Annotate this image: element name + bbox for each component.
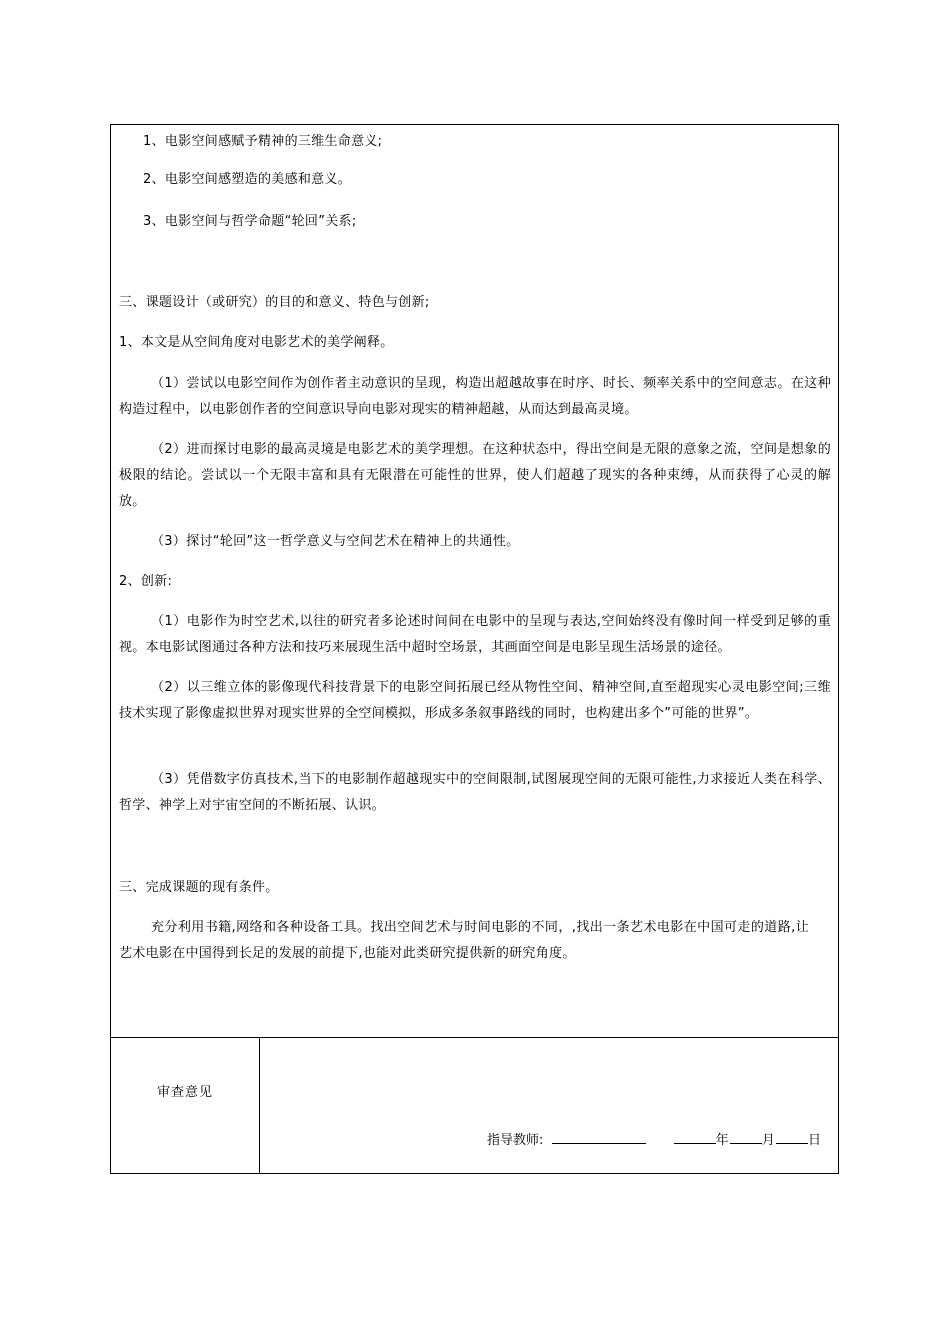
day-label: 日 (807, 1133, 821, 1148)
purpose-sub1-title: 1、本文是从空间角度对电影艺术的美学阐释。 (119, 335, 394, 350)
proposal-form-frame (110, 124, 839, 1174)
list-item-1: 1、电影空间感赋予精神的三维生命意义; (143, 134, 383, 149)
year-label: 年 (715, 1133, 729, 1148)
month-blank[interactable] (730, 1127, 762, 1144)
teacher-signature-blank[interactable] (552, 1127, 646, 1144)
purpose-paragraph-3: （3）探讨“轮回”这一哲学意义与空间艺术在精神上的共通性。 (151, 534, 520, 549)
section-conditions-heading: 三、完成课题的现有条件。 (119, 880, 279, 895)
review-column-divider (259, 1037, 260, 1173)
month-label: 月 (761, 1133, 775, 1148)
list-item-3: 3、电影空间与哲学命题“轮回”关系; (143, 214, 357, 229)
innovation-paragraph-1: （1）电影作为时空艺术,以往的研究者多论述时间间在电影中的呈现与表达,空间始终没有像时间一样受到足够的重视。本电影试图通过各种方法和技巧来展现生活中超时空场景，其画面空间是电影呈现生活场景的途径。 (119, 614, 831, 655)
year-blank[interactable] (674, 1127, 716, 1144)
conditions-paragraph: 充分利用书籍,网络和各种设备工具。找出空间艺术与时间电影的不同，,找出一条艺术电影在中国可走的道路,让艺术电影在中国得到长足的发展的前提下,也能对此类研究提供新的研究角度。 (119, 920, 809, 961)
section-purpose-heading: 三、课题设计（或研究）的目的和意义、特色与创新; (119, 295, 430, 310)
innovation-paragraph-3: （3）凭借数字仿真技术,当下的电影制作超越现实中的空间限制,试图展现空间的无限可能性,力求接近人类在科学、哲学、神学上对宇宙空间的不断拓展、认识。 (119, 772, 831, 813)
purpose-paragraph-1: （1）尝试以电影空间作为创作者主动意识的呈现，构造出超越故事在时序、时长、频率关系中的空间意志。在这种构造过程中，以电影创作者的空间意识导向电影对现实的精神超越，从而达到最高灵境。 (119, 376, 831, 417)
proposal-content (111, 125, 838, 1037)
list-item-2: 2、电影空间感塑造的美感和意义。 (143, 172, 352, 187)
purpose-sub2-title: 2、创新: (119, 574, 173, 589)
purpose-paragraph-2: （2）进而探讨电影的最高灵境是电影艺术的美学理想。在这种状态中，得出空间是无限的意象之流，空间是想象的极限的结论。尝试以一个无限丰富和具有无限潜在可能性的世界，使人们超越了现实的各种束缚，从而获得了心灵的解放。 (119, 442, 831, 509)
teacher-label: 指导教师: (487, 1133, 544, 1148)
review-row-divider (111, 1037, 838, 1038)
day-blank[interactable] (776, 1127, 808, 1144)
review-opinion-label: 审查意见 (156, 1085, 213, 1100)
innovation-paragraph-2: （2）以三维立体的影像现代科技背景下的电影空间拓展已经从物性空间、精神空间,直至超现实心灵电影空间;三维技术实现了影像虚拟世界对现实世界的全空间模拟，形成多条叙事路线的同时，也构建出多个”可能的世界”。 (119, 680, 831, 721)
signature-row (487, 1127, 821, 1152)
